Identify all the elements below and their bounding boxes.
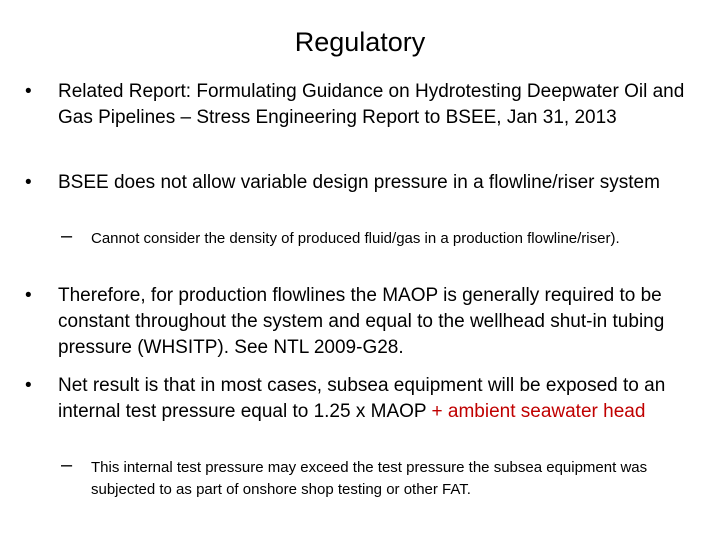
bullet-text: Therefore, for production flowlines the MAOP is generally required to be constant throughout the system and equal to the wellhead shut-in tubing pressure (WHSITP). See NTL 2009-G28. [58, 285, 665, 358]
dash-icon: – [61, 225, 73, 247]
bullet-icon: • [25, 285, 32, 306]
slide-title: Regulatory [294, 27, 426, 57]
bullet-text: BSEE does not allow variable design pressure in a flowline/riser system [58, 172, 660, 193]
sub-bullet-text: This internal test pressure may exceed the test pressure the subsea equipment was subjected to as part of onshore shop testing or other FAT. [91, 459, 648, 498]
bullet-net-result [25, 373, 698, 425]
bullet-related-report [25, 79, 698, 131]
sub-bullet-density [61, 225, 691, 250]
bullet-icon: • [25, 81, 32, 102]
bullet-icon: • [25, 375, 32, 396]
bullet-text-highlight: + ambient seawater head [431, 401, 646, 422]
sub-bullet-test-pressure [61, 454, 691, 501]
bullet-icon: • [25, 172, 32, 193]
sub-bullet-text: Cannot consider the density of produced fluid/gas in a production flowline/riser). [91, 230, 620, 247]
bullet-bsee-design-pressure [25, 170, 698, 196]
bullet-text: Related Report: Formulating Guidance on Hydrotesting Deepwater Oil and Gas Pipelines – Stress Engineering Report to BSEE, Jan 31, 2013 [58, 81, 685, 128]
dash-icon: – [61, 454, 73, 476]
bullet-maop-constant [25, 283, 698, 361]
bullet-text: Net result is that in most cases, subsea equipment will be exposed to an internal test pressure equal to 1.25 x MAOP [58, 375, 666, 422]
